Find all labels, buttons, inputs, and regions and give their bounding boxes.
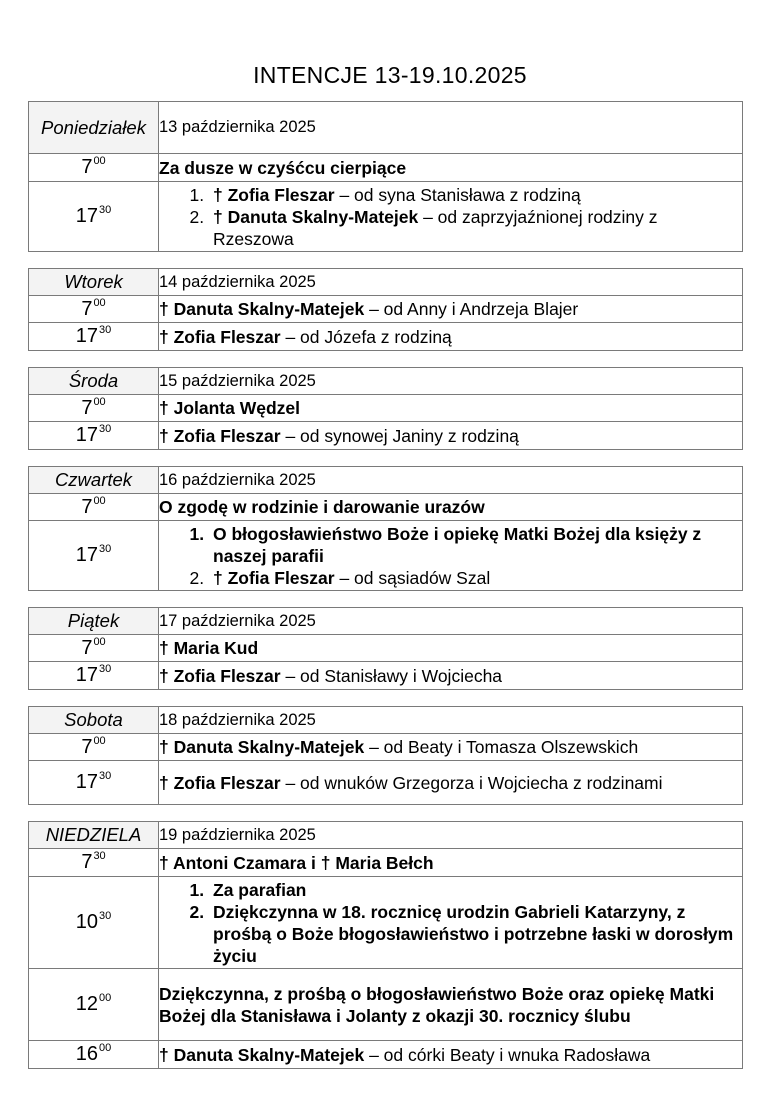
intention-cell bbox=[159, 877, 743, 969]
mass-hour: 10 bbox=[75, 911, 98, 933]
mass-row bbox=[29, 635, 743, 662]
mass-time bbox=[29, 422, 159, 450]
day-header-row bbox=[29, 368, 743, 395]
day-header-row bbox=[29, 822, 743, 849]
intention-main-text: Dziękczynna w 18. rocznicę urodzin Gabrieli Katarzyny, z prośbą o Boże błogosławieństwo i potrzebne łaski w dorosłym życiu bbox=[213, 901, 734, 966]
mass-row bbox=[29, 849, 743, 877]
mass-hour: 7 bbox=[81, 297, 93, 320]
mass-hour: 16 bbox=[75, 1043, 98, 1065]
mass-minutes: 30 bbox=[93, 850, 106, 862]
mass-row bbox=[29, 521, 743, 591]
mass-minutes: 30 bbox=[99, 423, 112, 435]
mass-row bbox=[29, 395, 743, 422]
intention-cell bbox=[159, 662, 743, 690]
mass-hour: 17 bbox=[75, 664, 98, 686]
day-name: Poniedziałek bbox=[29, 102, 159, 154]
intentions-schedule bbox=[28, 101, 742, 1069]
day-table bbox=[28, 821, 743, 1069]
intention-cell bbox=[159, 182, 743, 252]
mass-time bbox=[29, 154, 159, 182]
mass-row bbox=[29, 422, 743, 450]
day-date: 13 października 2025 bbox=[159, 102, 743, 154]
mass-time bbox=[29, 521, 159, 591]
intention-main-text: Za dusze w czyśćcu cierpiące bbox=[159, 157, 407, 178]
intention-cell bbox=[159, 635, 743, 662]
mass-minutes: 00 bbox=[93, 494, 106, 507]
day-header-row bbox=[29, 467, 743, 494]
day-header-row bbox=[29, 102, 743, 154]
mass-time bbox=[29, 849, 159, 877]
mass-minutes: 30 bbox=[99, 204, 112, 216]
mass-hour: 7 bbox=[81, 735, 93, 758]
intention-list-item bbox=[209, 901, 742, 967]
intention-detail-text: – od Stanisławy i Wojciecha bbox=[280, 665, 503, 686]
intention-cell bbox=[159, 154, 743, 182]
intention-list-item bbox=[209, 206, 742, 250]
intention-main-text: † Danuta Skalny-Matejek bbox=[159, 737, 365, 757]
day-name: Wtorek bbox=[29, 269, 159, 296]
intention-main-text: † Danuta Skalny-Matejek bbox=[159, 299, 365, 319]
page-title: INTENCJE 13-19.10.2025 bbox=[253, 62, 527, 88]
mass-time bbox=[29, 662, 159, 690]
mass-time bbox=[29, 494, 159, 521]
intention-detail-text: – od wnuków Grzegorza i Wojciecha z rodzinami bbox=[280, 772, 663, 793]
intention-cell bbox=[159, 422, 743, 450]
intention-list bbox=[159, 184, 742, 250]
mass-hour: 7 bbox=[81, 851, 93, 873]
intention-main-text: Za parafian bbox=[213, 879, 307, 900]
mass-time bbox=[29, 761, 159, 805]
day-date: 18 października 2025 bbox=[159, 707, 743, 734]
mass-row bbox=[29, 494, 743, 521]
day-name: NIEDZIELA bbox=[29, 822, 159, 849]
day-header-row bbox=[29, 707, 743, 734]
intention-main-text: O błogosławieństwo Boże i opiekę Matki Bożej dla księży z naszej parafii bbox=[213, 523, 702, 566]
day-date: 19 października 2025 bbox=[159, 822, 743, 849]
mass-row bbox=[29, 182, 743, 252]
intention-detail-text: – od Beaty i Tomasza Olszewskich bbox=[364, 737, 639, 757]
day-date: 15 października 2025 bbox=[159, 368, 743, 395]
mass-row bbox=[29, 734, 743, 761]
intention-detail-text: – od syna Stanisława z rodziną bbox=[334, 184, 581, 205]
mass-time bbox=[29, 1041, 159, 1069]
mass-hour: 17 bbox=[75, 205, 98, 227]
intention-main-text: † Antoni Czamara i † Maria Bełch bbox=[159, 852, 434, 873]
mass-hour: 12 bbox=[75, 993, 98, 1015]
mass-hour: 17 bbox=[75, 544, 98, 566]
mass-time bbox=[29, 296, 159, 323]
mass-row bbox=[29, 761, 743, 805]
intention-detail-text: – od zaprzyjaźnionej rodziny z Rzeszowa bbox=[213, 206, 658, 249]
day-table bbox=[28, 706, 743, 805]
mass-time bbox=[29, 635, 159, 662]
mass-row bbox=[29, 662, 743, 690]
intention-detail-text: – od Józefa z rodziną bbox=[280, 326, 452, 347]
intention-list bbox=[159, 879, 742, 967]
mass-minutes: 00 bbox=[93, 296, 106, 309]
intention-main-text: † Zofia Fleszar bbox=[159, 425, 281, 446]
mass-row bbox=[29, 1041, 743, 1069]
day-name: Sobota bbox=[29, 707, 159, 734]
mass-minutes: 00 bbox=[99, 992, 112, 1004]
mass-time bbox=[29, 323, 159, 351]
mass-time bbox=[29, 969, 159, 1041]
mass-minutes: 00 bbox=[93, 635, 106, 648]
mass-row bbox=[29, 969, 743, 1041]
mass-row bbox=[29, 877, 743, 969]
mass-minutes: 30 bbox=[99, 910, 112, 922]
intention-list-item bbox=[209, 567, 742, 589]
mass-minutes: 00 bbox=[93, 734, 106, 747]
intention-cell bbox=[159, 521, 743, 591]
intention-main-text: † Maria Kud bbox=[159, 638, 259, 658]
mass-minutes: 00 bbox=[99, 1042, 112, 1054]
mass-minutes: 30 bbox=[99, 770, 112, 782]
mass-minutes: 30 bbox=[99, 324, 112, 336]
intention-main-text: Dziękczynna, z prośbą o błogosławieństwo Boże oraz opiekę Matki Bożej dla Stanisława i Jolanty z okazji 30. rocznicy ślubu bbox=[159, 983, 715, 1026]
mass-hour: 7 bbox=[81, 495, 93, 518]
day-name: Czwartek bbox=[29, 467, 159, 494]
intention-list-item bbox=[209, 523, 742, 567]
mass-row bbox=[29, 154, 743, 182]
mass-time bbox=[29, 877, 159, 969]
mass-hour: 7 bbox=[81, 156, 93, 178]
intention-list bbox=[159, 523, 742, 589]
intention-cell bbox=[159, 969, 743, 1041]
intention-main-text: † Zofia Fleszar bbox=[213, 184, 335, 205]
intention-main-text: † Jolanta Wędzel bbox=[159, 398, 301, 418]
day-date: 17 października 2025 bbox=[159, 608, 743, 635]
intention-main-text: † Zofia Fleszar bbox=[159, 665, 281, 686]
mass-row bbox=[29, 323, 743, 351]
intention-main-text: † Danuta Skalny-Matejek bbox=[213, 206, 419, 227]
intention-cell bbox=[159, 761, 743, 805]
day-date: 16 października 2025 bbox=[159, 467, 743, 494]
mass-minutes: 30 bbox=[99, 663, 112, 675]
day-table bbox=[28, 101, 743, 252]
mass-minutes: 00 bbox=[93, 155, 106, 167]
mass-time bbox=[29, 395, 159, 422]
intention-detail-text: – od córki Beaty i wnuka Radosława bbox=[364, 1044, 651, 1065]
day-name: Środa bbox=[29, 368, 159, 395]
intention-cell bbox=[159, 1041, 743, 1069]
mass-hour: 7 bbox=[81, 636, 93, 659]
day-table bbox=[28, 268, 743, 351]
intention-list-item bbox=[209, 184, 742, 206]
mass-hour: 17 bbox=[75, 424, 98, 446]
intention-detail-text: – od synowej Janiny z rodziną bbox=[280, 425, 519, 446]
day-header-row bbox=[29, 608, 743, 635]
intention-main-text: † Zofia Fleszar bbox=[159, 772, 281, 793]
mass-time bbox=[29, 734, 159, 761]
day-table bbox=[28, 607, 743, 690]
intention-main-text: † Danuta Skalny-Matejek bbox=[159, 1044, 365, 1065]
intention-main-text: † Zofia Fleszar bbox=[213, 567, 335, 588]
intention-main-text: O zgodę w rodzinie i darowanie urazów bbox=[159, 497, 485, 517]
mass-row bbox=[29, 296, 743, 323]
mass-minutes: 00 bbox=[93, 395, 106, 408]
intention-cell bbox=[159, 395, 743, 422]
day-table bbox=[28, 367, 743, 450]
day-date: 14 października 2025 bbox=[159, 269, 743, 296]
mass-minutes: 30 bbox=[99, 543, 112, 555]
intention-detail-text: – od sąsiadów Szal bbox=[334, 567, 491, 588]
intention-cell bbox=[159, 494, 743, 521]
day-name: Piątek bbox=[29, 608, 159, 635]
intention-cell bbox=[159, 734, 743, 761]
day-header-row bbox=[29, 269, 743, 296]
intention-detail-text: – od Anny i Andrzeja Blajer bbox=[364, 299, 579, 319]
intention-list-item bbox=[209, 879, 742, 901]
intention-cell bbox=[159, 296, 743, 323]
mass-hour: 7 bbox=[81, 396, 93, 419]
intention-cell bbox=[159, 323, 743, 351]
day-table bbox=[28, 466, 743, 591]
intention-cell bbox=[159, 849, 743, 877]
mass-hour: 17 bbox=[75, 771, 98, 793]
intention-main-text: † Zofia Fleszar bbox=[159, 326, 281, 347]
mass-hour: 17 bbox=[75, 325, 98, 347]
mass-time bbox=[29, 182, 159, 252]
